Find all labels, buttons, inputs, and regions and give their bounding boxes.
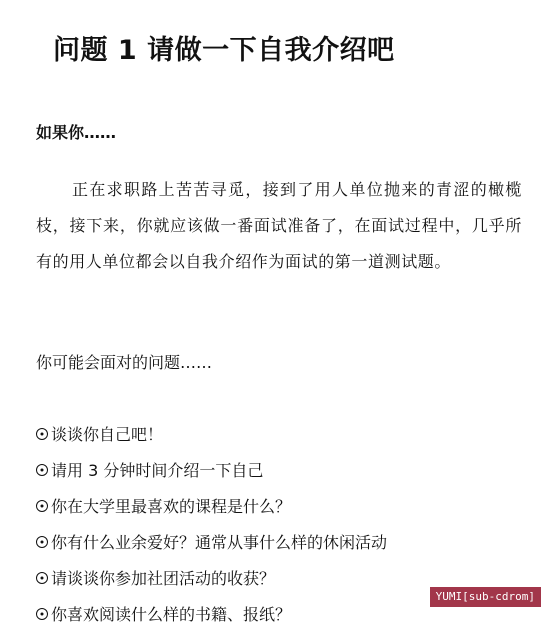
question-list [36,423,387,639]
circled-dot-icon [36,428,48,440]
question-item [36,567,387,603]
questions-lead: 你可能会面对的问题…… [36,353,213,372]
question-text: 你在大学里最喜欢的课程是什么？ [51,497,292,516]
question-item [36,495,387,531]
question-item [36,603,387,639]
intro-paragraph: 正在求职路上苦苦寻觅，接到了用人单位抛来的青涩的橄榄枝，接下来，你就应该做一番面试准备了，在面试过程中，几乎所有的用人单位都会以自我介绍作为面试的第一道测试题。 [36,180,522,271]
question-text: 请用 3 分钟时间介绍一下自己 [51,461,264,480]
question-text: 你喜欢阅读什么样的书籍、报纸？ [51,605,292,624]
page-title: 问题 1 请做一下自我介绍吧 [53,35,395,66]
question-text: 你有什么业余爱好？通常从事什么样的休闲活动 [51,533,388,552]
question-text: 请谈谈你参加社团活动的收获？ [51,569,276,588]
circled-dot-icon [36,536,48,548]
circled-dot-icon [36,572,48,584]
circled-dot-icon [36,500,48,512]
question-item [36,423,387,459]
question-item [36,459,387,495]
circled-dot-icon [36,464,48,476]
question-item [36,531,387,567]
question-text: 谈谈你自己吧！ [51,425,164,444]
intro-lead: 如果你…… [36,123,117,142]
watermark-badge: YUMI[sub-cdrom] [430,587,541,607]
